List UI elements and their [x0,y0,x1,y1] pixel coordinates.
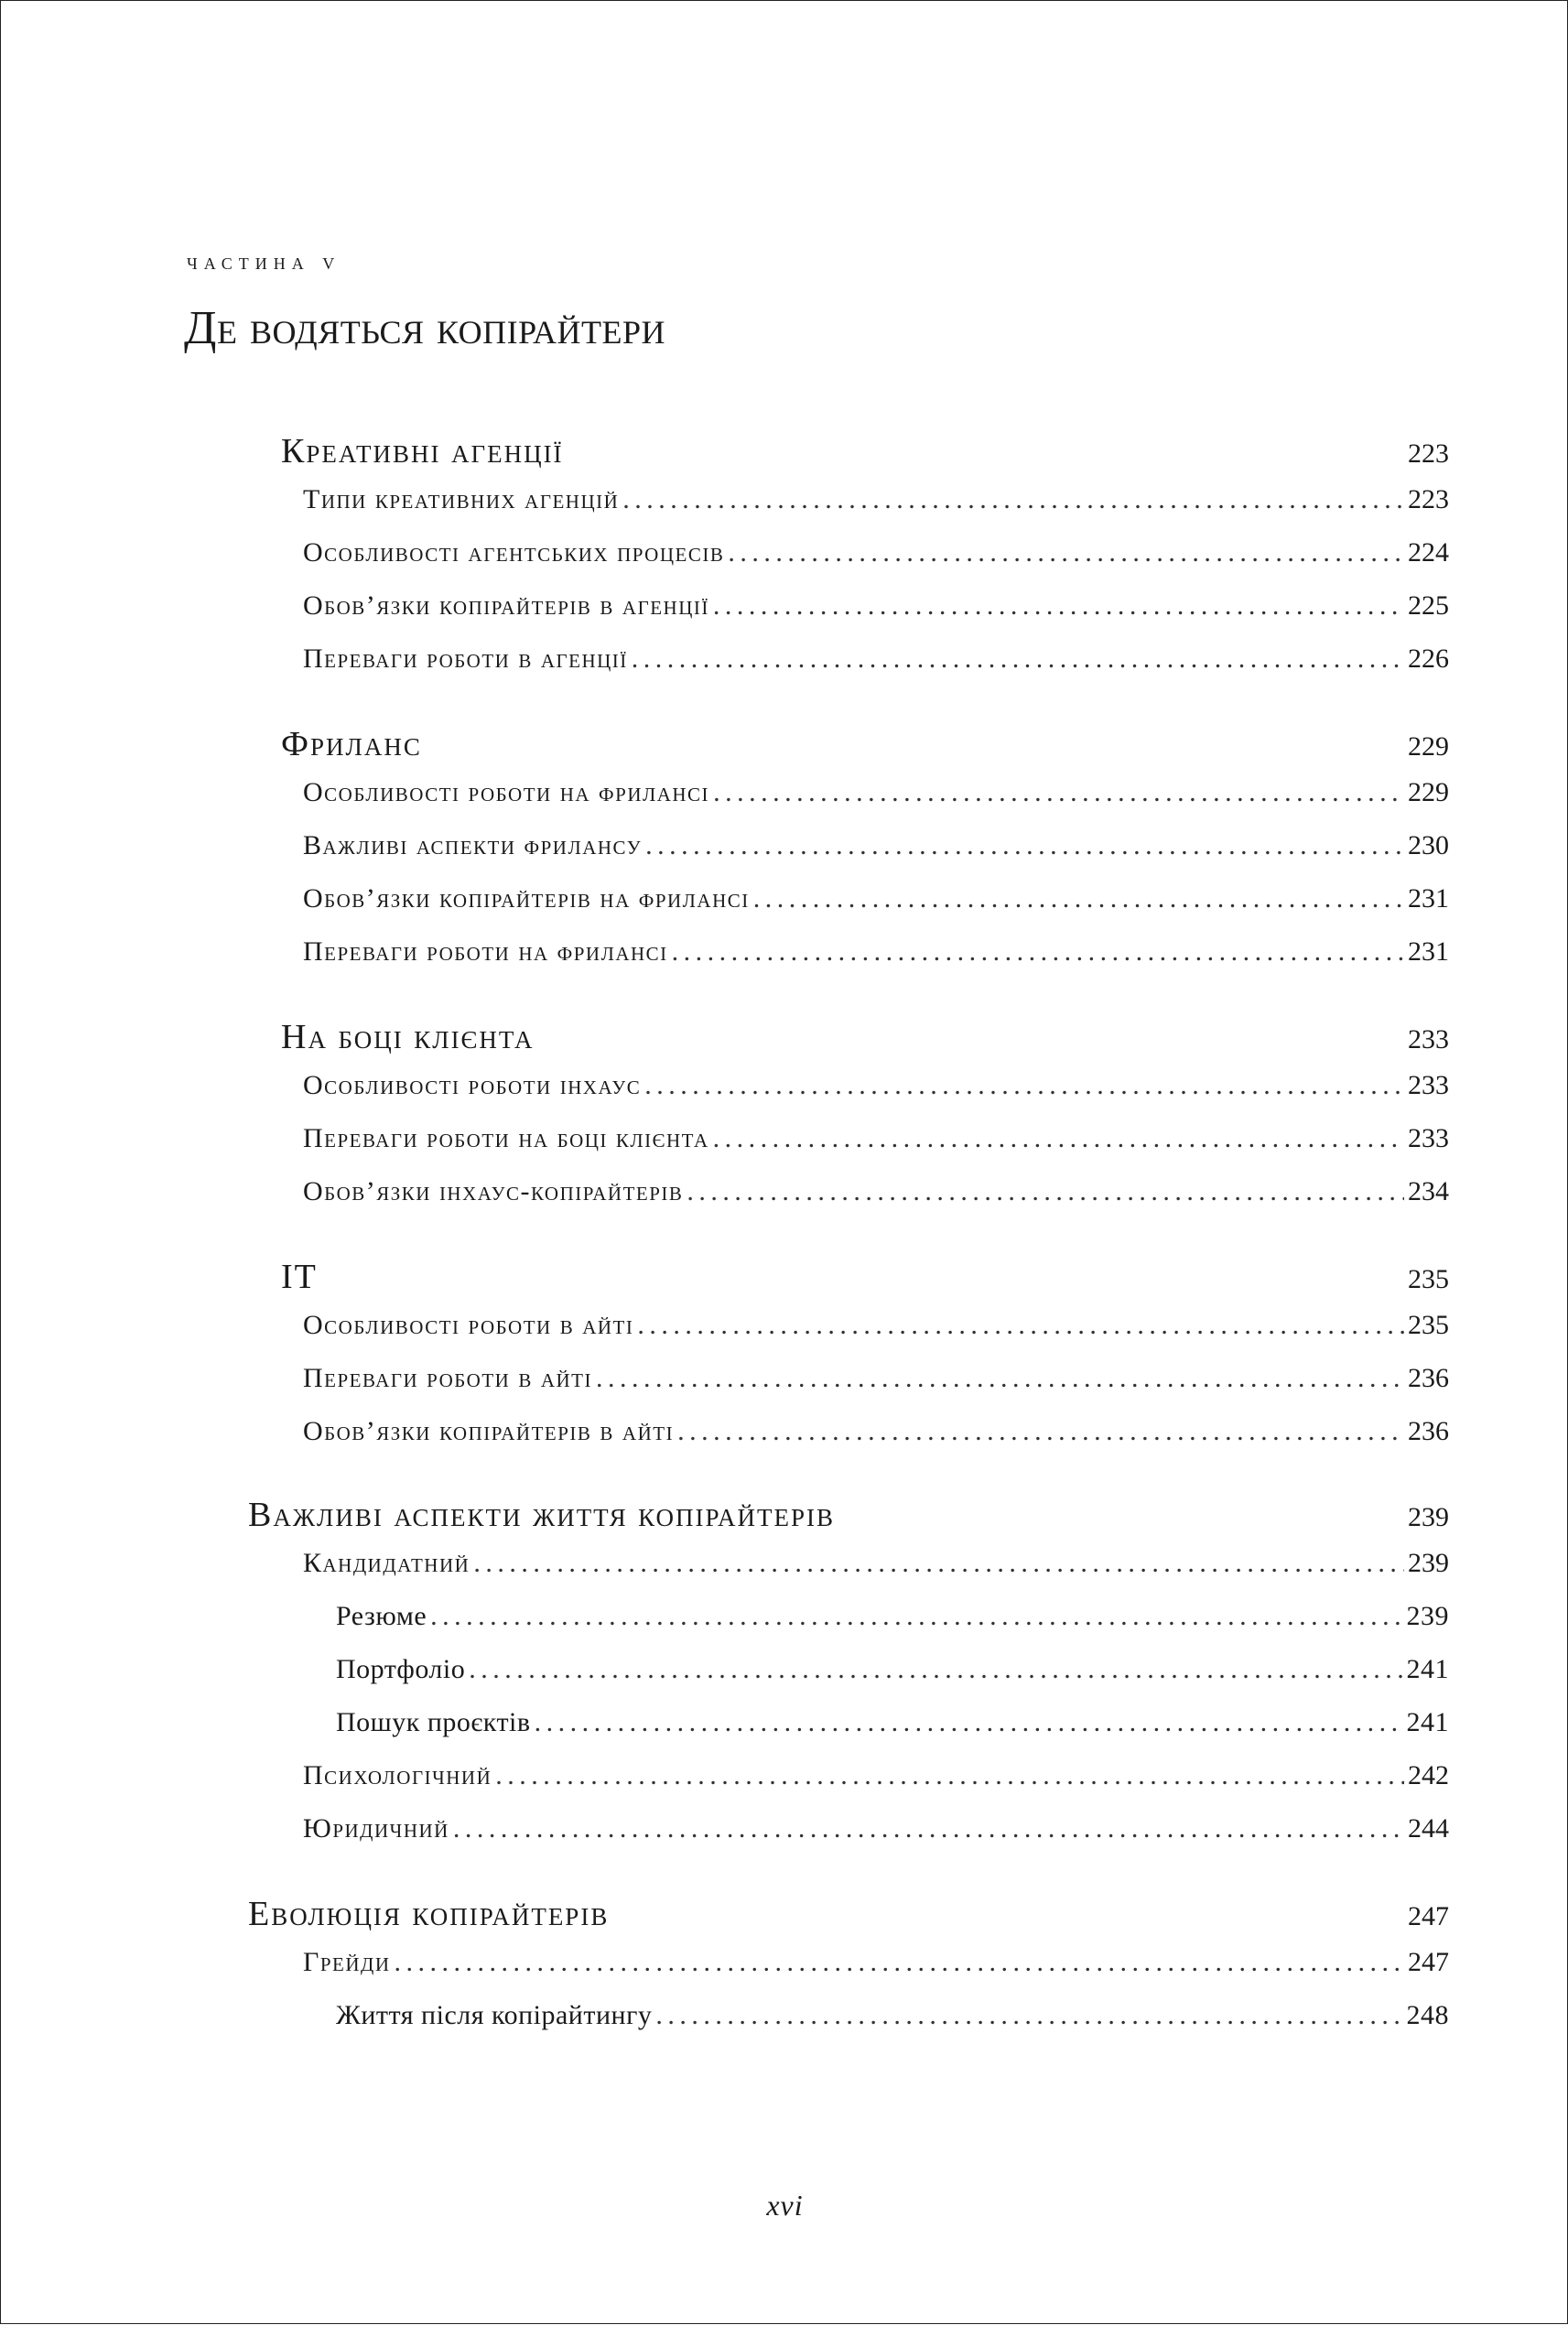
toc-page-number: 229 [1408,731,1449,762]
toc-page-number: 233 [1408,1024,1449,1054]
toc-page-number: 242 [1408,1760,1449,1790]
toc-entry-subsection [336,2000,1449,2031]
toc-entry-title: Психологічний [303,1760,492,1790]
toc-entry-title: На боці клієнта [281,1018,535,1056]
toc-entry-section [303,1813,1449,1844]
toc-entry-title: Особливості роботи в айті [303,1310,634,1340]
toc-entry-title: Особливості агентських процесів [303,537,725,568]
toc-page-number: 248 [1406,2000,1449,2030]
toc-entry-chapter [281,1257,1449,1297]
dot-leader [453,1813,1404,1844]
toc-page-number: 225 [1408,590,1449,621]
toc-entry-section [303,484,1449,515]
dot-leader [713,590,1404,622]
dot-leader [632,643,1404,675]
dot-leader [596,1363,1404,1394]
toc-page-number: 235 [1408,1310,1449,1340]
toc-page-number: 229 [1408,777,1449,807]
toc-entry-chapter [281,1017,1449,1057]
toc-entry-title: Еволюція копірайтерів [248,1895,610,1933]
dot-leader [655,2000,1402,2031]
toc-entry-section [303,883,1449,914]
toc-entry-section [303,1123,1449,1154]
toc-page-number: 239 [1408,1502,1449,1532]
toc-entry-title: Резюме [336,1601,427,1631]
toc-entry-section [303,537,1449,568]
toc-entry-title: Грейди [303,1947,391,1977]
part-title: Де водяться копірайтери [184,302,666,354]
toc-entry-title: Обов’язки інхаус-копірайтерів [303,1176,684,1206]
toc-entry-title: Кандидатний [303,1548,470,1578]
toc-entry-title: Переваги роботи на фрилансі [303,936,668,967]
toc-entry-section [303,1548,1449,1579]
dot-leader [677,1416,1404,1447]
toc-page-number: 244 [1408,1813,1449,1844]
toc-entry-title: Креативні агенції [281,432,564,470]
toc-entry-title: Переваги роботи на боці клієнта [303,1123,709,1153]
dot-leader [644,1070,1404,1101]
dot-leader [713,1123,1404,1154]
toc-entry-section [303,830,1449,861]
toc-entry-section [303,1760,1449,1791]
dot-leader [672,936,1404,968]
toc-page-number: 231 [1408,936,1449,967]
toc-entry-chapter [248,1495,1449,1535]
dot-leader [535,1707,1403,1738]
dot-leader [469,1654,1402,1685]
toc-entry-title: Особливості роботи на фрилансі [303,777,710,807]
toc-entry-section [303,936,1449,968]
dot-leader [645,830,1404,861]
toc-entry-title: Юридичний [303,1813,449,1844]
dot-leader [473,1548,1404,1579]
toc-page-number: 230 [1408,830,1449,860]
toc-entry-title: Портфоліо [336,1654,466,1684]
toc-entry-title: Обов’язки копірайтерів в агенції [303,590,709,621]
toc-entry-title: Переваги роботи в агенції [303,643,628,674]
toc-entry-section [303,1310,1449,1341]
toc-entry-title: Переваги роботи в айті [303,1363,592,1393]
toc-entry-subsection [336,1601,1449,1632]
toc-entry-chapter [281,724,1449,764]
toc-entry-section [303,777,1449,808]
toc-entry-title: Життя після копірайтингу [336,2000,653,2030]
toc-page-number: 239 [1408,1548,1449,1578]
dot-leader [753,883,1404,914]
toc-entry-section [303,643,1449,675]
toc-page-number: 247 [1408,1901,1449,1931]
toc-entry-section [303,1070,1449,1101]
toc-entry-section [303,1947,1449,1978]
toc-entry-section [303,1176,1449,1207]
toc-entry-title: Фриланс [281,725,422,763]
toc-entry-section [303,1363,1449,1394]
table-of-contents [1,1,1568,2325]
toc-entry-title: Важливі аспекти фрилансу [303,830,643,860]
dot-leader [713,777,1404,808]
dot-leader [637,1310,1404,1341]
toc-page-number: 233 [1408,1070,1449,1100]
toc-entry-title: Важливі аспекти життя копірайтерів [248,1496,836,1534]
toc-page-number: 223 [1408,484,1449,514]
toc-page-number: 235 [1408,1264,1449,1294]
part-label: частина v [187,248,341,275]
toc-page-number: 236 [1408,1363,1449,1393]
toc-entry-chapter [281,431,1449,471]
toc-entry-section [303,1416,1449,1447]
toc-entry-title: Пошук проєктів [336,1707,531,1737]
dot-leader [687,1176,1404,1207]
toc-entry-title: Обов’язки копірайтерів в айті [303,1416,675,1446]
toc-entry-title: Типи креативних агенцій [303,484,620,514]
toc-page-number: 224 [1408,537,1449,568]
dot-leader [430,1601,1402,1632]
dot-leader [728,537,1404,568]
toc-page-number: 234 [1408,1176,1449,1206]
dot-leader [622,484,1404,515]
toc-entry-title: Особливості роботи інхаус [303,1070,642,1100]
toc-entry-title: IT [281,1258,318,1296]
toc-page-number: 231 [1408,883,1449,914]
toc-entry-chapter [248,1894,1449,1934]
toc-entry-subsection [336,1654,1449,1685]
toc-page-number: 241 [1406,1654,1449,1684]
toc-entry-section [303,590,1449,622]
toc-page-number: 241 [1406,1707,1449,1737]
toc-entry-subsection [336,1707,1449,1738]
toc-page-number: 247 [1408,1947,1449,1977]
toc-page-number: 226 [1408,643,1449,674]
dot-leader [495,1760,1404,1791]
toc-page-number: 233 [1408,1123,1449,1153]
toc-page-number: 223 [1408,438,1449,469]
toc-page-number: 236 [1408,1416,1449,1446]
toc-page-number: 239 [1406,1601,1449,1631]
toc-entry-title: Обов’язки копірайтерів на фрилансі [303,883,750,914]
dot-leader [395,1947,1404,1978]
page-folio: xvi [766,2189,804,2222]
